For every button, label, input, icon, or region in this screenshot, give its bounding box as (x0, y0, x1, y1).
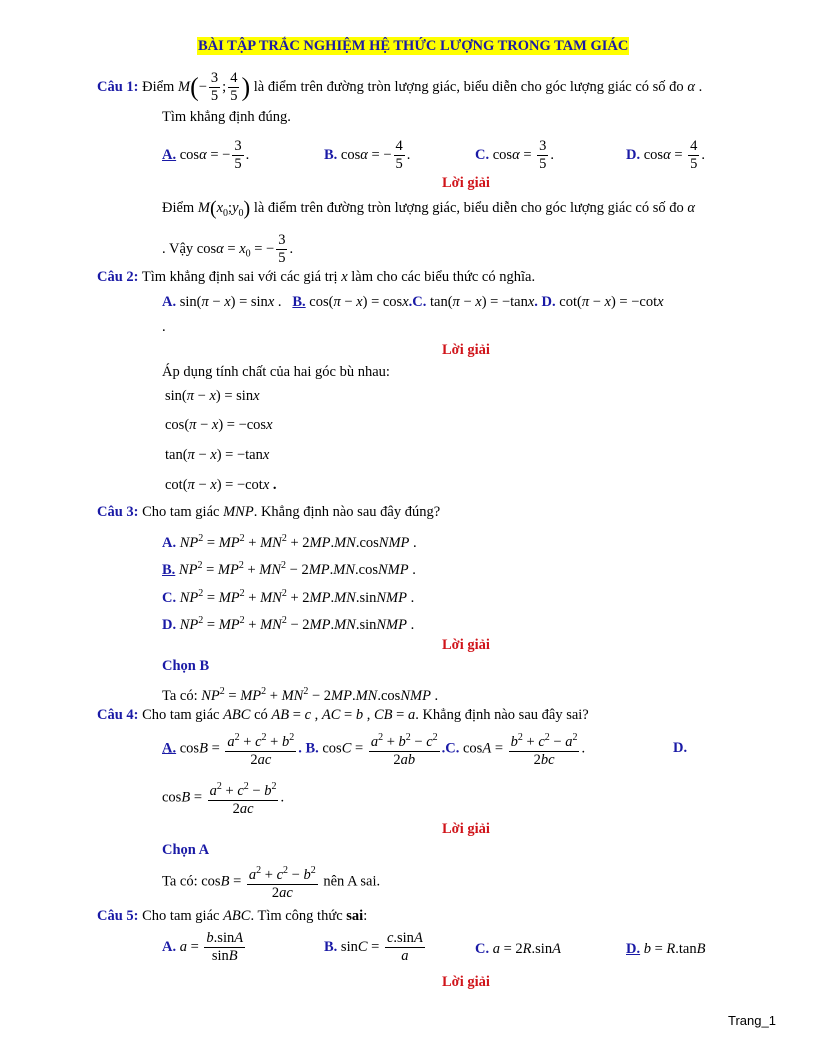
q1-option-d: D. cosα = $\frac{4}{5}$ . (626, 138, 706, 172)
q1-option-c: C. cosα = $\frac{3}{5}$ . (475, 138, 555, 172)
q2-solution-head: Áp dụng tính chất của hai góc bù nhau: (162, 364, 390, 380)
q2-identity-sin: sin(π − x) = sinx (165, 388, 260, 404)
document-page: BÀI TẬP TRẮC NGHIỆM HỆ THỨC LƯỢNG TRONG TAM GIÁC Câu 1: Điểm M(− $\frac{3}{5}$ ; $\frac{4}{5}$ ) là điểm trên đường tròn lượng giác, biểu diễn cho góc lượng giác có số đo α . Tìm khẳng định đúng. A. cosα = − $\frac{3}{5}$ . B. cosα = − $\frac{4}{5}$ . C. cosα = $\frac{3}{5}$ . D. cosα = $\frac{4}{5}$ . Lời giải Điểm $M(x_0;y_0)$ là điểm trên đường tròn lượng giác, biểu diễn cho góc lượng giác có số đo α . Vậy $\cos\alpha = x_0$ = − $\frac{3}{5}$ . Câu 2: Tìm khẳng định sai với các giá trị x làm cho các biểu thức có nghĩa. A. sin(π − x) = sinx . B. cos(π − x) = cosx.C. tan(π − x) = −tanx. D. cot(π − x) = −cotx . Lời giải Áp dụng tính chất của hai góc bù nhau: sin(π − x) = sinx cos(π − x) = −cosx tan(π − x) = −tanx cot(π − x) = −cotx . Câu 3: Cho tam giác MNP. Khẳng định nào sau đây đúng? A. $NP^2 = MP^2 + MN^2$ + 2MP.MN.cosNMP . B. $NP^2 = MP^2 + MN^2$ − 2MP.MN.cosNMP . C. $NP^2 = MP^2 + MN^2$ + 2MP.MN.sinNMP . D. $NP^2 = MP^2 + MN^2$ − 2MP.MN.sinNMP . Lời giải Chọn B Ta có: $NP^2 = MP^2 + MN^2$ − 2MP.MN.cosNMP . Câu 4: Cho tam giác ABC có AB = c , AC = b , CB = a. Khẳng định nào sau đây sai? A. cosB = $\frac{a^2 + c^2 + b^2}{2ac}$ . B. cosC = $\frac{a^2 + b^2 - c^2}{2ab}$ .C. cosA = $\frac{b^2 + c^2 - a^2}{2bc}$ . D. cosB = $\frac{a^2 + c^2 - b^2}{2ac}$ . Lời giải Chọn A Ta có: cosB = $\frac{a^2 + c^2 - b^2}{2ac}$ nên A sai. Câu 5: Cho tam giác ABC. Tìm công thức sai: A. a = $\frac{b.\sin A}{\sin B}$ B. sinC = $\frac{c.\sin A}{a}$ C. a = 2R.sinA D. b = R.tanB Lời giải Trang_1 (97, 38, 776, 1028)
q3-option-c: C. $NP^2 = MP^2 + MN^2$ + 2MP.MN.sinNMP . (162, 588, 415, 606)
page-title: BÀI TẬP TRẮC NGHIỆM HỆ THỨC LƯỢNG TRONG TAM GIÁC (198, 38, 629, 54)
q3-option-a: A. $NP^2 = MP^2 + MN^2$ + 2MP.MN.cosNMP . (162, 533, 417, 551)
question-1: Câu 1: Điểm M(− $\frac{3}{5}$ ; $\frac{4}{5}$ ) là điểm trên đường tròn lượng giác, biểu diễn cho góc lượng giác có số đo α . (97, 70, 703, 104)
q3-solution-title: Lời giải (442, 637, 490, 653)
q5-option-a: A. a = $\frac{b.\sin A}{\sin B}$ (162, 930, 244, 964)
question-4: Câu 4: Cho tam giác ABC có AB = c , AC = b , CB = a. Khẳng định nào sau đây sai? (97, 707, 589, 723)
q3-option-d: D. $NP^2 = MP^2 + MN^2$ − 2MP.MN.sinNMP . (162, 615, 415, 633)
q2-solution-title: Lời giải (442, 342, 490, 358)
q2-identity-tan: tan(π − x) = −tanx (165, 447, 270, 463)
q4-solution: Ta có: cosB = $\frac{a^2 + c^2 - b^2}{2ac}$ nên A sai. (162, 862, 380, 902)
q1-solution-line1: Điểm $M(x_0;y_0)$ là điểm trên đường tròn lượng giác, biểu diễn cho góc lượng giác có số đo α (162, 197, 695, 220)
q4-option-d-formula: cosB = $\frac{a^2 + c^2 - b^2}{2ac}$ . (162, 778, 284, 818)
q3-option-b: B. $NP^2 = MP^2 + MN^2$ − 2MP.MN.cosNMP . (162, 560, 416, 578)
q1-solution-title: Lời giải (442, 175, 490, 191)
q1-option-a: A. cosα = − $\frac{3}{5}$ . (162, 138, 250, 172)
q5-solution-title: Lời giải (442, 974, 490, 990)
q1-option-b: B. cosα = − $\frac{4}{5}$ . (324, 138, 411, 172)
q3-choose: Chọn B (162, 658, 210, 674)
q1-line2: Tìm khẳng định đúng. (162, 109, 291, 125)
q5-option-d: D. b = R.tanB (626, 941, 706, 957)
question-5: Câu 5: Cho tam giác ABC. Tìm công thức sai: (97, 908, 368, 924)
q4-solution-title: Lời giải (442, 821, 490, 837)
q2-identity-cot: cot(π − x) = −cotx . (165, 477, 277, 493)
q2-options: A. sin(π − x) = sinx . B. cos(π − x) = cosx.C. tan(π − x) = −tanx. D. cot(π − x) = −cotx (162, 294, 664, 310)
q2-identity-cos: cos(π − x) = −cosx (165, 417, 273, 433)
q1-text-a: Điểm (142, 78, 175, 95)
q4-options: A. cosB = $\frac{a^2 + c^2 + b^2}{2ac}$ . B. cosC = $\frac{a^2 + b^2 - c^2}{2ab}$ .C. cosA = $\frac{b^2 + c^2 - a^2}{2bc}$ . D. (162, 729, 585, 769)
q5-option-b: B. sinC = $\frac{c.\sin A}{a}$ (324, 930, 423, 964)
q4-choose: Chọn A (162, 842, 210, 858)
q1-solution-line2: . Vậy $\cos\alpha = x_0$ = − $\frac{3}{5}$ . (162, 232, 294, 266)
page-footer: Trang_1 (728, 1013, 776, 1028)
q5-option-c: C. a = 2R.sinA (475, 941, 561, 957)
q3-solution: Ta có: $NP^2 = MP^2 + MN^2$ − 2MP.MN.cosNMP . (162, 686, 439, 704)
q1-label: Câu 1: (97, 78, 139, 95)
question-3: Câu 3: Cho tam giác MNP. Khẳng định nào sau đây đúng? (97, 504, 441, 520)
q1-text-b: là điểm trên đường tròn lượng giác, biểu diễn cho góc lượng giác có số đo (253, 78, 684, 95)
question-2: Câu 2: Tìm khẳng định sai với các giá trị x làm cho các biểu thức có nghĩa. (97, 269, 536, 285)
